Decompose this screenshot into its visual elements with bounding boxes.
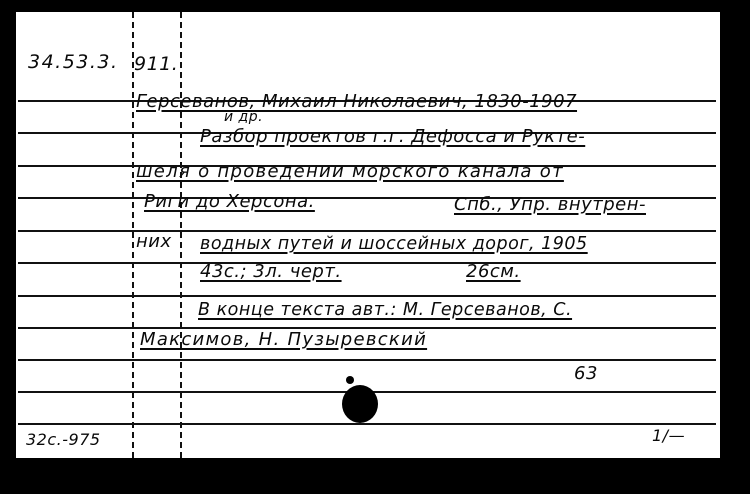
size: 26см.	[466, 261, 521, 282]
title-line: водных путей и шоссейных дорог, 1905	[200, 234, 588, 254]
author-heading: Герсеванов, Михаил Николаевич, 1830-1907	[136, 91, 578, 112]
note-line: Максимов, Н. Пузыревский	[140, 329, 428, 350]
title-line-prefix: них	[136, 231, 172, 252]
title-line: Риги до Херсона.	[144, 191, 315, 212]
imprint-place-publisher: Спб., Упр. внутрен-	[454, 194, 646, 215]
collation: 43с.; 3л. черт.	[200, 261, 342, 282]
ruled-line	[18, 359, 716, 361]
bottom-right-mark: 1/—	[652, 426, 686, 445]
title-line: Разбор проектов г.г. Дефосса и Рукте-	[200, 126, 586, 147]
call-number: 911.	[134, 53, 179, 75]
title-line: шеля о проведении морского канала от	[136, 161, 564, 182]
ruled-line	[18, 262, 716, 264]
page-reference: 63	[574, 363, 598, 384]
ruled-line	[18, 230, 716, 232]
margin-line	[180, 12, 182, 458]
margin-line	[132, 12, 134, 458]
ruled-line	[18, 295, 716, 297]
ink-blot	[342, 385, 378, 423]
catalog-card	[16, 12, 720, 458]
note-line: В конце текста авт.: М. Герсеванов, С.	[198, 300, 573, 320]
ruled-line	[18, 423, 716, 425]
ink-blot	[346, 376, 354, 384]
classification-number: 34.53.3.	[28, 51, 119, 73]
coauthor-note: и др.	[224, 109, 264, 125]
bottom-left-mark: 32с.-975	[26, 430, 101, 449]
